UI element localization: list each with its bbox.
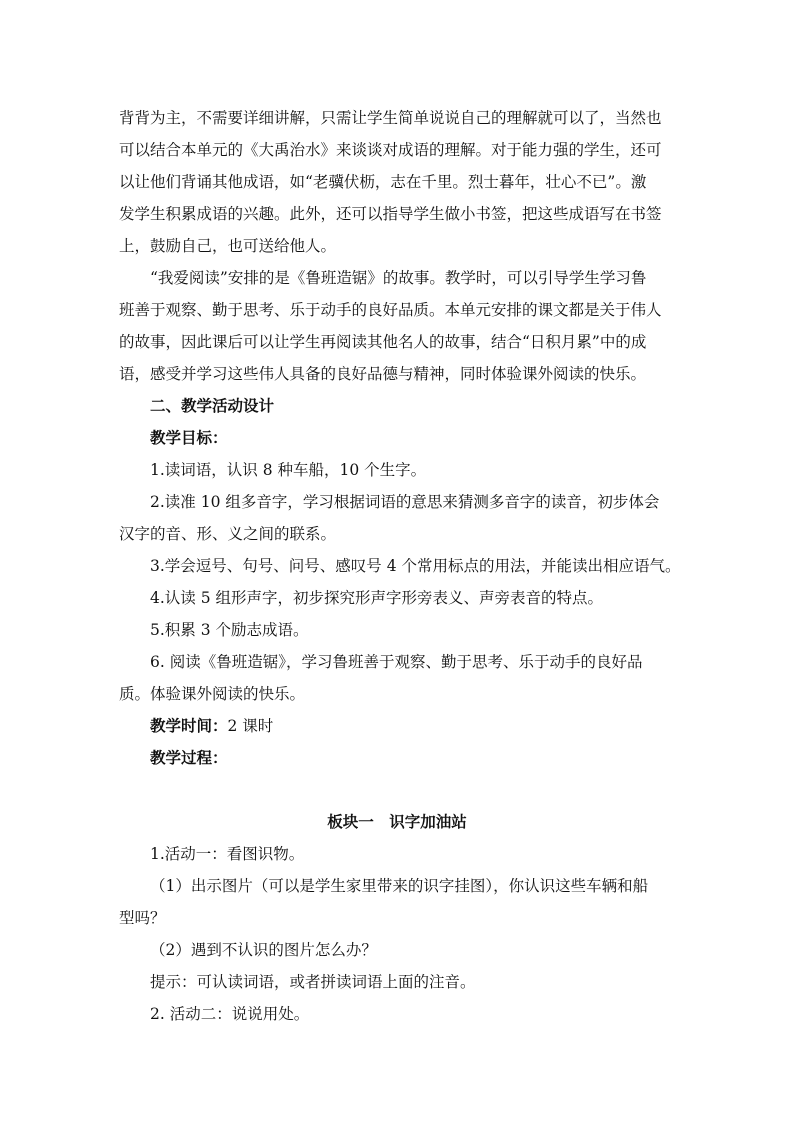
teaching-time — [150, 716, 273, 736]
activity-question: （2）遇到不认识的图片怎么办？ — [150, 941, 377, 959]
paragraph-line: 发学生积累成语的兴趣。此外，还可以指导学生做小书签，把这些成语写在书签 — [119, 205, 662, 223]
goal-item: 4.认读 5 组形声字，初步探究形声字形旁表义、声旁表音的特点。 — [150, 589, 604, 607]
paragraph-line: 背背为主，不需要详细讲解，只需让学生简单说说自己的理解就可以了，当然也 — [119, 109, 662, 127]
goal-item-continued: 质。体验课外阅读的快乐。 — [119, 685, 306, 703]
time-value: 2 课时 — [227, 717, 274, 735]
goal-item: 3.学会逗号、句号、问号、感叹号 4 个常用标点的用法，并能读出相应语气。 — [150, 557, 681, 575]
activity-hint: 提示：可认读词语，或者拼读词语上面的注音。 — [150, 973, 476, 991]
goal-item: 5.积累 3 个励志成语。 — [150, 621, 309, 639]
goal-item: 1.读词语，认识 8 种车船，10 个生字。 — [150, 461, 427, 479]
activity-question: （1）出示图片（可以是学生家里带来的识字挂图），你认识这些车辆和船 — [150, 877, 649, 895]
goals-label: 教学目标： — [150, 428, 228, 447]
activity-question-continued: 型吗？ — [119, 909, 166, 927]
goal-item-continued: 汉字的音、形、义之间的联系。 — [119, 525, 337, 543]
goal-item: 6. 阅读《鲁班造锯》，学习鲁班善于观察、勤于思考、乐于动手的良好品 — [150, 653, 643, 671]
paragraph-line: 可以结合本单元的《大禹治水》来谈谈对成语的理解。对于能力强的学生，还可 — [119, 141, 662, 159]
paragraph-line: 上，鼓励自己，也可送给他人。 — [119, 237, 337, 255]
goal-item: 2.读准 10 组多音字，学习根据词语的意思来猜测多音字的读音，初步体会 — [150, 493, 660, 511]
paragraph-line: 以让他们背诵其他成语，如“老骥伏枥，志在千里。烈士暮年，壮心不已”。激 — [119, 173, 647, 191]
paragraph-line: 的故事，因此课后可以让学生再阅读其他名人的故事，结合“日积月累”中的成 — [119, 333, 647, 351]
time-label: 教学时间： — [150, 716, 228, 735]
paragraph-line: 班善于观察、勤于思考、乐于动手的良好品质。本单元安排的课文都是关于伟人 — [119, 301, 662, 319]
process-label: 教学过程： — [150, 748, 228, 767]
paragraph-line: “我爱阅读”安排的是《鲁班造锯》的故事。教学时，可以引导学生学习鲁 — [150, 269, 647, 287]
section-heading: 二、教学活动设计 — [150, 396, 275, 415]
activity-item: 2. 活动二：说说用处。 — [150, 1005, 310, 1023]
activity-item: 1.活动一：看图识物。 — [150, 845, 305, 863]
paragraph-line: 语，感受并学习这些伟人具备的良好品德与精神，同时体验课外阅读的快乐。 — [119, 365, 647, 383]
block-title: 板块一 识字加油站 — [327, 812, 467, 831]
